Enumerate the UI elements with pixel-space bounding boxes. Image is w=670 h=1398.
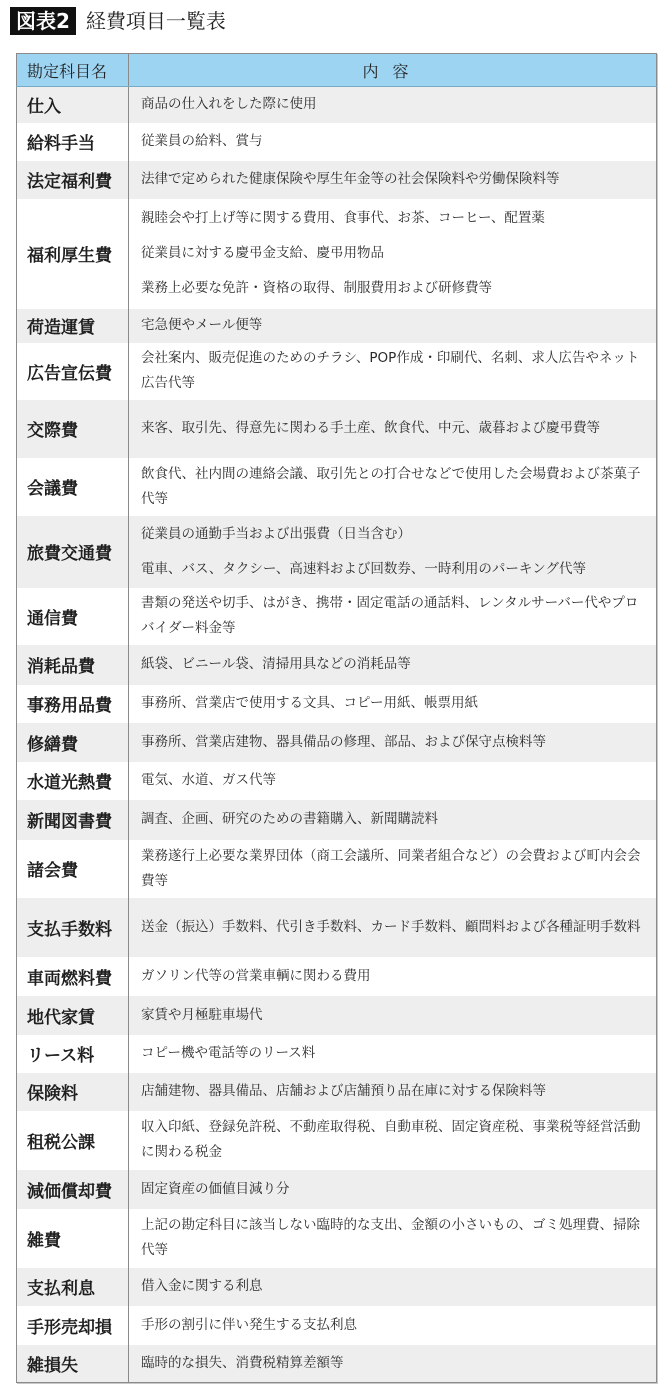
description-line: 上記の勘定科目に該当しない臨時的な支出、金額の小さいもの、ゴミ処理費、掃除代等 (141, 1217, 640, 1258)
table-row (17, 1073, 657, 1111)
table-row (17, 1345, 657, 1383)
description-cell (129, 898, 657, 957)
description-line: 商品の仕入れをした際に使用 (141, 96, 317, 113)
description-cell (129, 161, 657, 199)
account-name-cell: リース料 (17, 1035, 129, 1073)
table-header (17, 54, 657, 87)
description-cell (129, 343, 657, 400)
description-line: 事務所、営業店建物、器具備品の修理、部品、および保守点検料等 (141, 733, 546, 750)
account-name-cell: 法定福利費 (17, 161, 129, 199)
table-row (17, 762, 657, 800)
description-line: 従業員に対する慶弔金支給、慶弔用物品 (141, 245, 384, 261)
table-row (17, 1268, 657, 1306)
table-row (17, 123, 657, 161)
description-line: 従業員の給料、賞与 (141, 133, 263, 149)
table-row (17, 458, 657, 516)
table-row (17, 898, 657, 957)
description-cell (129, 309, 657, 343)
description-cell (129, 1035, 657, 1073)
account-name-cell: 水道光熱費 (17, 762, 129, 800)
account-name-cell: 会議費 (17, 458, 129, 516)
description-line: コピー機や電話等のリース料 (141, 1045, 316, 1061)
table-row (17, 516, 657, 588)
table-row (17, 161, 657, 199)
table-row (17, 645, 657, 685)
description-line: 電車、バス、タクシー、高速料および回数券、一時利用のパーキング代等 (141, 560, 586, 577)
description-line: 業務上必要な免許・資格の取得、制服費用および研修費等 (141, 280, 492, 296)
description-cell (129, 996, 657, 1035)
account-name-cell: 新聞図書費 (17, 800, 129, 840)
account-name-cell: 修繕費 (17, 723, 129, 762)
account-name-cell: 通信費 (17, 588, 129, 645)
table-row (17, 1209, 657, 1268)
table-row (17, 996, 657, 1035)
description-line: 臨時的な損失、消費税精算差額等 (141, 1354, 344, 1371)
description-cell (129, 516, 657, 588)
description-cell (129, 840, 657, 898)
description-line: 来客、取引先、得意先に関わる手土産、飲食代、中元、歳暮および慶弔費等 (141, 420, 600, 436)
description-line: 手形の割引に伴い発生する支払利息 (141, 1316, 357, 1333)
column-header-content: 内容 (129, 54, 657, 87)
account-name-cell: 給料手当 (17, 123, 129, 161)
account-name-cell: 車両燃料費 (17, 957, 129, 996)
figure-title-bar (10, 6, 226, 36)
table-row (17, 1111, 657, 1170)
description-line: 業務遂行上必要な業界団体（商工会議所、同業者組合など）の会費および町内会会費等 (141, 847, 641, 889)
account-name-cell: 雑費 (17, 1209, 129, 1268)
description-line: 飲食代、社内間の連絡会議、取引先との打合せなどで使用した会場費および茶菓子代等 (141, 465, 641, 507)
description-cell (129, 1111, 657, 1170)
account-name-cell: 事務用品費 (17, 685, 129, 723)
description-line: 紙袋、ビニール袋、清掃用具などの消耗品等 (141, 656, 411, 672)
description-line: 収入印紙、登録免許税、不動産取得税、自動車税、固定資産税、事業税等経営活動に関わる税金 (141, 1119, 641, 1160)
description-line: 家賃や月極駐車場代 (141, 1006, 263, 1023)
account-name-cell: 広告宣伝費 (17, 343, 129, 400)
table-row (17, 400, 657, 458)
description-cell (129, 800, 657, 840)
description-cell (129, 588, 657, 645)
table-row (17, 1170, 657, 1209)
description-line: 店舗建物、器具備品、店舗および店舗預り品在庫に対する保険料等 (141, 1083, 546, 1099)
description-line: 調査、企画、研究のための書籍購入、新聞購読料 (141, 811, 438, 827)
description-line: 電気、水道、ガス代等 (141, 772, 276, 788)
description-cell (129, 458, 657, 516)
table-row (17, 1306, 657, 1345)
expense-items-table (16, 53, 657, 1383)
table-row (17, 588, 657, 645)
account-name-cell: 雑損失 (17, 1345, 129, 1383)
account-name-cell: 保険料 (17, 1073, 129, 1111)
account-name-cell: 支払利息 (17, 1268, 129, 1306)
description-cell (129, 685, 657, 723)
account-name-cell: 荷造運賃 (17, 309, 129, 343)
account-name-cell: 減価償却費 (17, 1170, 129, 1209)
description-cell (129, 723, 657, 762)
table-row (17, 723, 657, 762)
table-row (17, 1035, 657, 1073)
table-row (17, 685, 657, 723)
table-row (17, 840, 657, 898)
description-cell (129, 762, 657, 800)
table-body (17, 87, 657, 1383)
description-cell (129, 957, 657, 996)
description-cell (129, 1306, 657, 1345)
account-name-cell: 租税公課 (17, 1111, 129, 1170)
description-line: 宅急便やメール便等 (141, 317, 263, 333)
description-cell (129, 1209, 657, 1268)
description-cell (129, 1170, 657, 1209)
description-cell (129, 199, 657, 309)
description-line: 親睦会や打上げ等に関する費用、食事代、お茶、コーヒー、配置薬 (141, 210, 545, 226)
table-row (17, 957, 657, 996)
table-row (17, 343, 657, 400)
description-cell (129, 645, 657, 685)
description-line: 送金（振込）手数料、代引き手数料、カード手数料、顧問料および各種証明手数料 (141, 918, 641, 935)
column-header-account-name: 勘定科目名 (17, 54, 129, 87)
description-cell (129, 1345, 657, 1383)
figure-title: 経費項目一覧表 (85, 9, 226, 33)
table-row (17, 800, 657, 840)
description-line: 従業員の通勤手当および出張費（日当含む） (141, 525, 411, 542)
description-cell (129, 1073, 657, 1111)
description-line: ガソリン代等の営業車輌に関わる費用 (141, 967, 371, 984)
account-name-cell: 交際費 (17, 400, 129, 458)
account-name-cell: 手形売却損 (17, 1306, 129, 1345)
account-name-cell: 諸会費 (17, 840, 129, 898)
account-name-cell: 消耗品費 (17, 645, 129, 685)
account-name-cell: 旅費交通費 (17, 516, 129, 588)
table-row (17, 199, 657, 309)
description-cell (129, 123, 657, 161)
description-line: 固定資産の価値目減り分 (141, 1180, 290, 1197)
table-row (17, 309, 657, 343)
description-line: 会社案内、販売促進のためのチラシ、POP作成・印刷代、名刺、求人広告やネット広告代等 (141, 350, 640, 391)
table-row (17, 87, 657, 123)
description-line: 書類の発送や切手、はがき、携帯・固定電話の通話料、レンタルサーバー代やプロバイダー料金等 (141, 595, 639, 636)
description-line: 借入金に関する利息 (141, 1278, 263, 1294)
figure-label: 図表2 (10, 7, 76, 35)
account-name-cell: 支払手数料 (17, 898, 129, 957)
account-name-cell: 福利厚生費 (17, 199, 129, 309)
description-cell (129, 87, 657, 123)
account-name-cell: 仕入 (17, 87, 129, 123)
description-line: 事務所、営業店で使用する文具、コピー用紙、帳票用紙 (141, 695, 478, 711)
account-name-cell: 地代家賃 (17, 996, 129, 1035)
description-cell (129, 1268, 657, 1306)
description-line: 法律で定められた健康保険や厚生年金等の社会保険料や労働保険料等 (141, 171, 560, 187)
description-cell (129, 400, 657, 458)
